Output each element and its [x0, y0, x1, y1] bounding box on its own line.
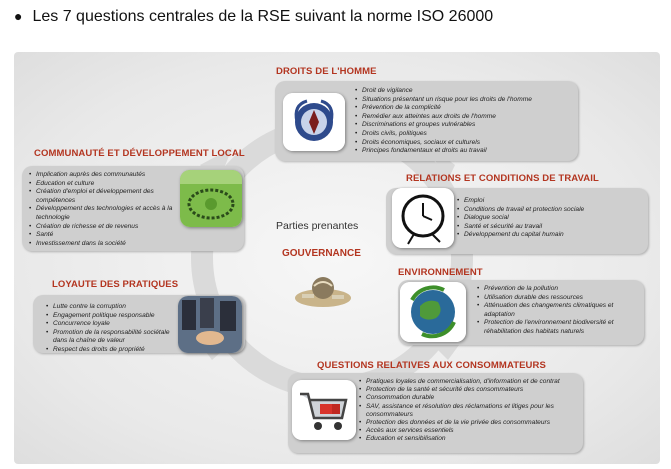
running-clock-icon	[392, 188, 454, 248]
list-item: • Education et culture	[28, 180, 176, 189]
list-item: • SAV, assistance et résolution des réclamations et litiges pour les consommateurs	[358, 403, 580, 419]
human-rights-heading: DROITS DE L'HOMME	[276, 66, 377, 77]
list-item: • Lutte contre la corruption	[45, 303, 173, 312]
list-item: • Développement des technologies et accès à la technologie	[28, 205, 176, 222]
list-item: • Accès aux services essentiels	[358, 427, 580, 435]
human-rights-list	[354, 87, 574, 156]
fair-practices-heading: LOYAUTE DES PRATIQUES	[52, 279, 179, 290]
list-item: • Protection des données et de la vie privée des consommateurs	[358, 419, 580, 427]
list-item: • Emploi	[456, 197, 644, 206]
list-item: • Pratiques loyales de commercialisation, d'information et de contrat	[358, 378, 580, 386]
list-item: • Prévention de la complicité	[354, 104, 574, 113]
list-item: • Droits économiques, sociaux et culturels	[354, 139, 574, 148]
list-item: • Développement du capital humain	[456, 231, 644, 240]
governance-image	[292, 268, 354, 310]
list-item: • Remédier aux atteintes aux droits de l'homme	[354, 113, 574, 122]
list-item: • Consommation durable	[358, 394, 580, 402]
list-item: • Atténuation des changements climatiques et adaptation	[476, 302, 641, 319]
shopping-cart-icon	[292, 380, 356, 440]
community-image	[180, 170, 242, 227]
fair-practices-image	[178, 296, 242, 353]
list-item: • Protection de l'environnement biodiversité et réhabilitation des habitats naturels	[476, 319, 641, 336]
work-relations-list	[456, 197, 644, 240]
consumers-heading: QUESTIONS RELATIVES AUX CONSOMMATEURS	[317, 360, 546, 371]
list-item: • Investissement dans la société	[28, 240, 176, 249]
list-item: • Implication auprès des communautés	[28, 171, 176, 180]
consumers-image	[292, 380, 356, 440]
community-heading: COMMUNAUTÉ ET DÉVELOPPEMENT LOCAL	[34, 148, 245, 159]
fair-practices-list	[45, 303, 173, 355]
work-relations-heading: RELATIONS ET CONDITIONS DE TRAVAIL	[406, 173, 599, 184]
list-item: • Droit de vigilance	[354, 87, 574, 96]
list-item: • Santé	[28, 231, 176, 240]
list-item: • Protection de la santé et sécurité des consommateurs	[358, 386, 580, 394]
un-emblem-icon	[283, 93, 345, 151]
list-item: • Principes fondamentaux et droits au travail	[354, 147, 574, 156]
environment-heading: ENVIRONNEMENT	[398, 267, 483, 278]
list-item: • Engagement politique responsable	[45, 312, 173, 321]
list-item: • Prévention de la pollution	[476, 285, 641, 294]
list-item: • Création d'emploi et développement des compétences	[28, 188, 176, 205]
people-circle-icon	[180, 170, 242, 227]
slide-title-text: Les 7 questions centrales de la RSE suivant la norme ISO 26000	[32, 8, 494, 25]
stakeholders-label: Parties prenantes	[276, 220, 359, 232]
list-item: • Conditions de travail et protection sociale	[456, 206, 644, 215]
list-item: • Situations présentant un risque pour les droits de l'homme	[354, 96, 574, 105]
list-item: • Concurrence loyale	[45, 320, 173, 329]
list-item: • Promotion de la responsabilité sociétale dans la chaîne de valeur	[45, 329, 173, 346]
environment-image	[400, 282, 466, 342]
work-relations-image	[392, 188, 454, 248]
globe-money-icon	[292, 268, 354, 310]
list-item: • Discriminations et groupes vulnérables	[354, 121, 574, 130]
handshake-icon	[178, 296, 242, 353]
list-item: • Création de richesse et de revenus	[28, 223, 176, 232]
community-list	[28, 171, 176, 248]
human-rights-image	[283, 93, 345, 151]
list-item: • Utilisation durable des ressources	[476, 294, 641, 303]
list-item: • Santé et sécurité au travail	[456, 223, 644, 232]
environment-list	[476, 285, 641, 337]
list-item: • Dialogue social	[456, 214, 644, 223]
recycle-globe-icon	[400, 282, 466, 342]
governance-heading: GOUVERNANCE	[282, 248, 361, 259]
list-item: • Droits civils, politiques	[354, 130, 574, 139]
consumers-list	[358, 378, 580, 444]
list-item: • Education et sensibilisation	[358, 435, 580, 443]
bullet-icon: ●	[14, 8, 23, 24]
list-item: • Respect des droits de propriété	[45, 346, 173, 355]
